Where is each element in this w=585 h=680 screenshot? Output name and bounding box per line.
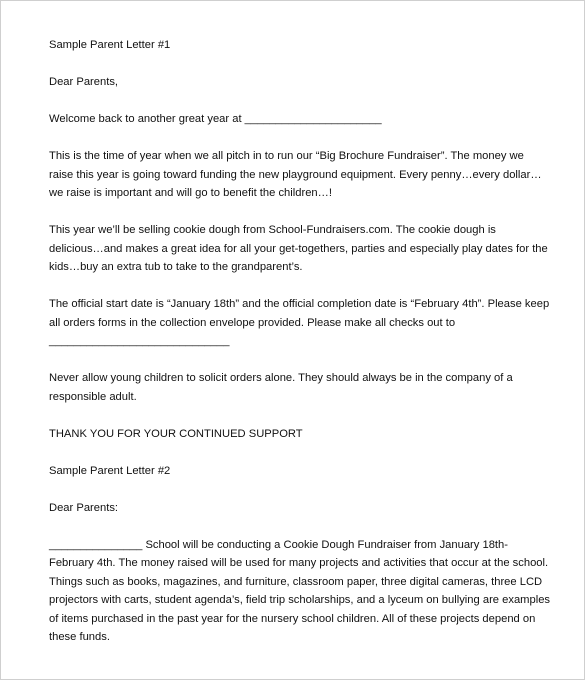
letter1-welcome: Welcome back to another great year at ______________________	[49, 113, 382, 125]
letter1-greeting: Dear Parents,	[49, 76, 119, 88]
text-line: _____________________________	[49, 335, 230, 347]
text-line: Things such as books, magazines, and furniture, classroom paper, three digital cameras, three LCD	[49, 575, 543, 588]
text-line: kids…buy an extra tub to take to the grandparent’s.	[49, 261, 303, 273]
text-line: This year we’ll be selling cookie dough from School-Fundraisers.com. The cookie dough is	[49, 224, 496, 236]
document-body	[49, 36, 549, 665]
letter1-paragraph-4	[49, 369, 549, 406]
text-line: delicious…and makes a great idea for all your get-togethers, parties and especially play dates for the	[49, 242, 548, 255]
text-line: of items purchased in the past year for the nursery school children. All of these projects depend on	[49, 612, 536, 625]
text-line: responsible adult.	[49, 390, 137, 403]
text-line: Never allow young children to solicit orders alone. They should always be in the company of a	[49, 372, 513, 384]
text-line: _______________ School will be conducting a Cookie Dough Fundraiser from January 18th-	[49, 538, 508, 551]
text-line: February 4th. The money raised will be used for many projects and activities that occur at the school.	[49, 557, 549, 569]
text-line: This is the time of year when we all pitch in to run our “Big Brochure Fundraiser”. The money we	[49, 150, 524, 162]
letter1-paragraph-2	[49, 221, 549, 277]
text-line: The official start date is “January 18th” and the official completion date is “February 4th”. Please keep	[49, 298, 550, 310]
text-line: we raise is important and will go to benefit the children…!	[49, 187, 332, 199]
text-line: raise this year is going toward funding the new playground equipment. Every penny…every dollar…	[49, 168, 542, 181]
text-line: these funds.	[49, 631, 110, 643]
letter1-closing: THANK YOU FOR YOUR CONTINUED SUPPORT	[49, 427, 303, 440]
text-line: projectors with carts, student agenda’s, field trip scholarships, and a lyceum on bullying are examples	[49, 594, 551, 606]
letter2-paragraph-1	[49, 536, 549, 647]
text-line: all orders forms in the collection envelope provided. Please make all checks out to	[49, 316, 456, 329]
letter1-paragraph-1	[49, 147, 549, 203]
letter2-heading: Sample Parent Letter #2	[49, 464, 171, 477]
letter1-heading: Sample Parent Letter #1	[49, 39, 171, 51]
letter2-greeting: Dear Parents:	[49, 501, 119, 514]
letter1-paragraph-3	[49, 295, 549, 351]
